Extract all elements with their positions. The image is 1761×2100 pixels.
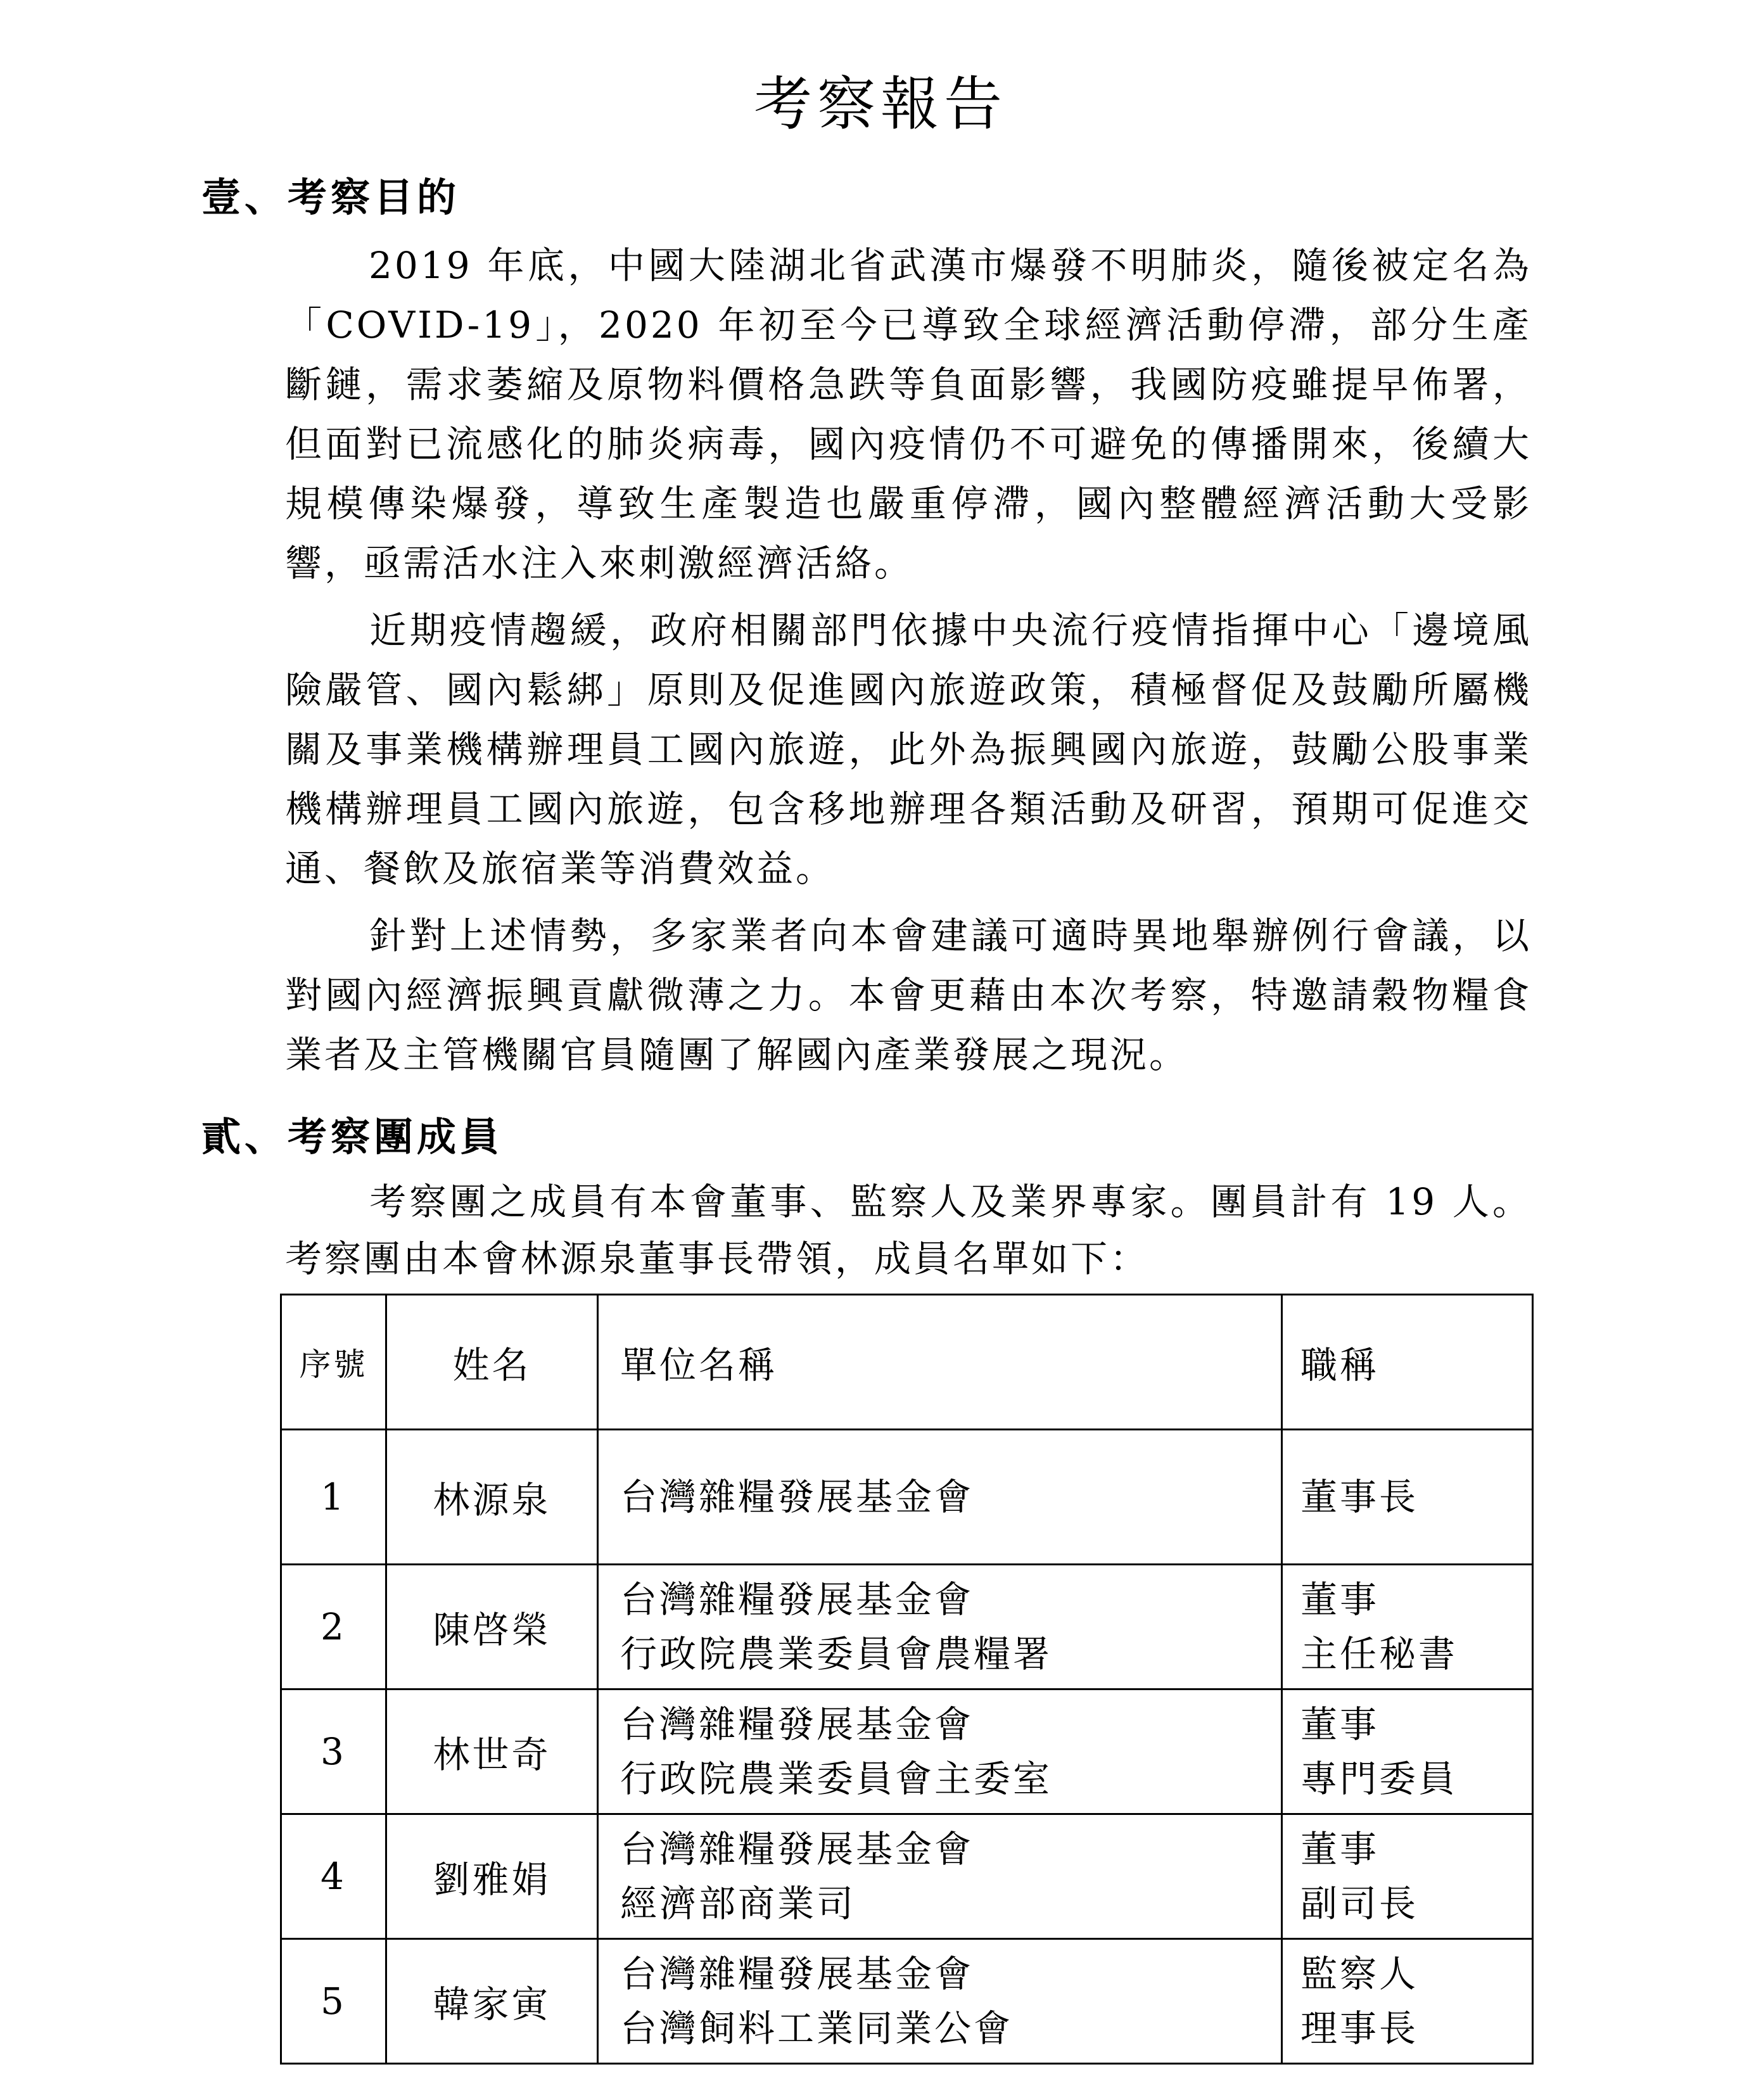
section1-paragraph-2: 近期疫情趨緩，政府相關部門依據中央流行疫情指揮中心「邊境風險嚴管、國內鬆綁」原則及促進國內旅遊政策，積極督促及鼓勵所屬機關及事業機構辦理員工國內旅遊，此外為振興國內旅遊，鼓勵公股事業機構辦理員工國內旅遊，包含移地辦理各類活動及研習，預期可促進交通、餐飲及旅宿業等消費效益。 xyxy=(285,609,1532,890)
row-title xyxy=(1282,1690,1533,1814)
row-no: 5 xyxy=(281,1939,386,2064)
header-no: 序號 xyxy=(281,1295,386,1430)
row-org-line2: 行政院農業委員會農糧署 xyxy=(620,1632,1053,1676)
document-title: 考察報告 xyxy=(753,70,1007,138)
section2-heading: 貳、考察團成員 xyxy=(201,1114,504,1160)
row-title-line2: 主任秘書 xyxy=(1300,1632,1458,1676)
row-no: 4 xyxy=(281,1814,386,1939)
row-org xyxy=(598,1565,1282,1690)
member-table xyxy=(280,1294,1534,2065)
row-title-line2: 理事長 xyxy=(1300,2007,1419,2050)
row-name: 韓家寅 xyxy=(386,1939,598,2064)
header-org: 單位名稱 xyxy=(598,1295,1282,1430)
table-row xyxy=(281,1690,1533,1814)
section2-intro: 考察團之成員有本會董事、監察人及業界專家。團員計有 19 人。考察團由本會林源泉董事長帶領，成員名單如下： xyxy=(285,1180,1532,1280)
row-name: 劉雅娟 xyxy=(386,1814,598,1939)
row-org-line2: 經濟部商業司 xyxy=(620,1882,856,1925)
row-title-line2: 副司長 xyxy=(1300,1882,1419,1925)
row-title-line1: 董事 xyxy=(1300,1828,1380,1871)
header-name: 姓名 xyxy=(386,1295,598,1430)
row-no: 2 xyxy=(281,1565,386,1690)
table-row xyxy=(281,1565,1533,1690)
row-name: 林源泉 xyxy=(386,1430,598,1565)
header-title: 職稱 xyxy=(1282,1295,1533,1430)
row-title-line2: 專門委員 xyxy=(1300,1757,1458,1800)
row-title-line1: 董事 xyxy=(1300,1578,1380,1621)
row-name: 林世奇 xyxy=(386,1690,598,1814)
row-title xyxy=(1282,1814,1533,1939)
table-row xyxy=(281,1814,1533,1939)
row-org-line2: 台灣飼料工業同業公會 xyxy=(620,2007,1014,2050)
row-no: 3 xyxy=(281,1690,386,1814)
row-title xyxy=(1282,1430,1533,1565)
section1-heading: 壹、考察目的 xyxy=(201,174,461,220)
row-org xyxy=(598,1814,1282,1939)
row-org xyxy=(598,1690,1282,1814)
row-title xyxy=(1282,1565,1533,1690)
row-org-line1: 台灣雜糧發展基金會 xyxy=(620,1475,974,1518)
table-row xyxy=(281,1939,1533,2064)
row-org-line1: 台灣雜糧發展基金會 xyxy=(620,1952,974,1995)
row-org xyxy=(598,1939,1282,2064)
row-org-line1: 台灣雜糧發展基金會 xyxy=(620,1703,974,1746)
row-org-line1: 台灣雜糧發展基金會 xyxy=(620,1578,974,1621)
section1-paragraph-1: 2019 年底，中國大陸湖北省武漢市爆發不明肺炎，隨後被定名為「COVID-19」，2020 年初至今已導致全球經濟活動停滯，部分生產斷鏈，需求萎縮及原物料價格急跌等負面影響，我國防疫雖提早佈署，但面對已流感化的肺炎病毒，國內疫情仍不可避免的傳播開來，後續大規模傳染爆發，導致生產製造也嚴重停滯，國內整體經濟活動大受影響，亟需活水注入來刺激經濟活絡。 xyxy=(285,244,1532,585)
row-org xyxy=(598,1430,1282,1565)
row-title xyxy=(1282,1939,1533,2064)
row-title-line1: 董事長 xyxy=(1300,1475,1419,1518)
section1-paragraph-3: 針對上述情勢，多家業者向本會建議可適時異地舉辦例行會議，以對國內經濟振興貢獻微薄之力。本會更藉由本次考察，特邀請穀物糧食業者及主管機關官員隨團了解國內產業發展之現況。 xyxy=(285,914,1532,1076)
row-no: 1 xyxy=(281,1430,386,1565)
row-org-line2: 行政院農業委員會主委室 xyxy=(620,1757,1053,1800)
row-name: 陳啓榮 xyxy=(386,1565,598,1690)
row-title-line1: 董事 xyxy=(1300,1703,1380,1746)
row-title-line1: 監察人 xyxy=(1300,1952,1419,1995)
row-org-line1: 台灣雜糧發展基金會 xyxy=(620,1828,974,1871)
member-table-header xyxy=(281,1295,1533,1430)
table-row xyxy=(281,1430,1533,1565)
